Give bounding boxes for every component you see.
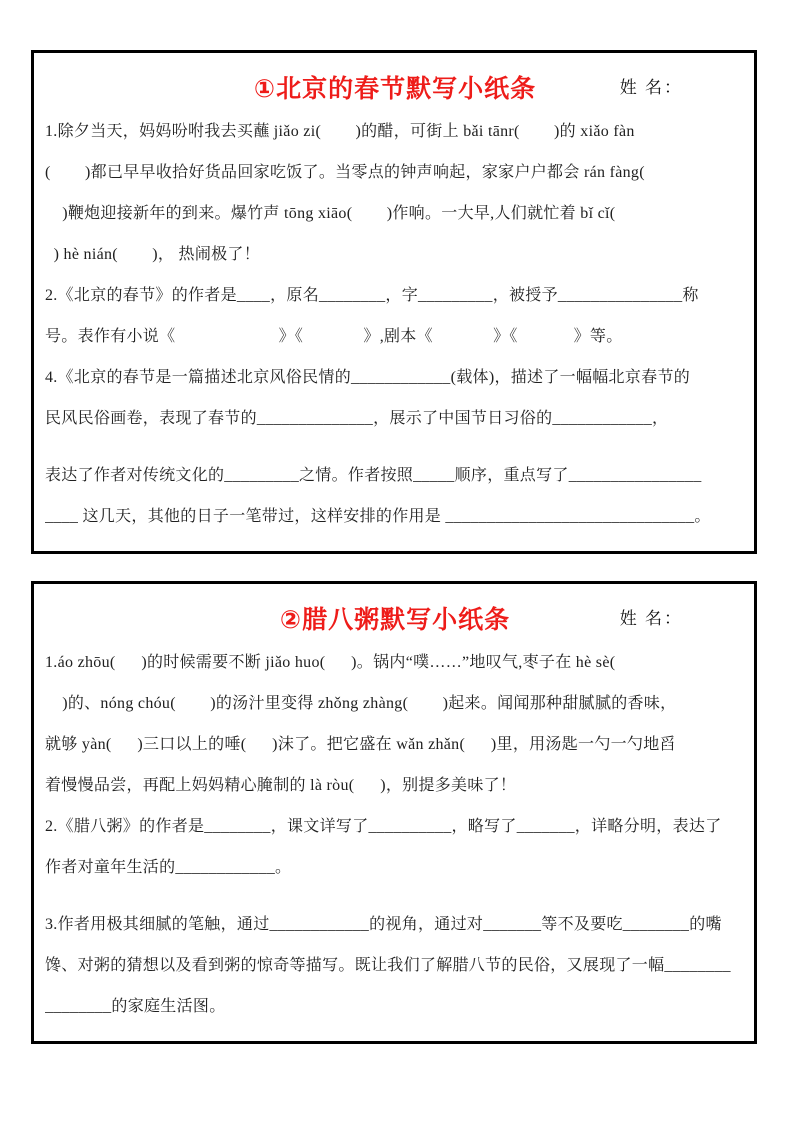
text-line: 1.áo zhōu( )的时候需要不断 jiǎo huo( )。锅内“噗……”地叹气,枣子在 hè sè( bbox=[45, 654, 616, 671]
text-line: ) hè nián( )， 热闹极了！ bbox=[45, 246, 261, 263]
section-title: ②腊八粥默写小纸条 bbox=[279, 605, 511, 634]
text-line: ________的家庭生活图。 bbox=[45, 998, 226, 1015]
section-header bbox=[45, 61, 745, 107]
text-line: ____ 这几天，其他的日子一笔带过，这样安排的作用是 ______________________________。 bbox=[45, 508, 711, 525]
name-field-label: 姓 名： bbox=[619, 78, 683, 97]
text-line: 2.《北京的春节》的作者是____，原名________，字_________，被授予_______________称 bbox=[45, 287, 699, 304]
text-line: 馋、对粥的猜想以及看到粥的惊奇等描写。既让我们了解腊八节的民俗，又展现了一幅________ bbox=[45, 957, 731, 974]
section-card-beijing-spring-festival bbox=[31, 50, 757, 554]
text-line: 表达了作者对传统文化的_________之情。作者按照_____顺序，重点写了________________ bbox=[45, 467, 702, 484]
text-line: )鞭炮迎接新年的到来。爆竹声 tōng xiāo( )作响。一大早,人们就忙着 bǐ cǐ( bbox=[45, 205, 616, 222]
text-line: 作者对童年生活的____________。 bbox=[45, 859, 292, 876]
text-line: 1.除夕当天，妈妈吩咐我去买蘸 jiǎo zi( )的醋，可街上 bǎi tānr( )的 xiǎo fàn bbox=[45, 123, 635, 140]
text-line: 3.作者用极其细腻的笔触，通过____________的视角，通过对_______等不及要吃________的嘴 bbox=[45, 916, 722, 933]
section-title: ①北京的春节默写小纸条 bbox=[253, 74, 537, 103]
text-line: 号。表作有小说《 》《 》,剧本《 》《 》等。 bbox=[45, 328, 623, 345]
text-line: ( )都已早早收拾好货品回家吃饭了。当零点的钟声响起，家家户户都会 rán fàng( bbox=[45, 164, 645, 181]
text-line: 4.《北京的春节是一篇描述北京风俗民情的____________(载体)，描述了一幅幅北京春节的 bbox=[45, 369, 691, 386]
section-body bbox=[45, 111, 745, 537]
text-line: )的、nóng chóu( )的汤汁里变得 zhǒng zhàng( )起来。闻闻那种甜腻腻的香味， bbox=[45, 695, 677, 712]
text-line: 2.《腊八粥》的作者是________，课文详写了__________，略写了_______，详略分明，表达了 bbox=[45, 818, 722, 835]
text-line: 着慢慢品尝，再配上妈妈精心腌制的 là ròu( )，别提多美味了！ bbox=[45, 777, 517, 794]
text-line: 民风民俗画卷，表现了春节的______________，展示了中国节日习俗的____________， bbox=[45, 410, 669, 427]
text-line: 就够 yàn( )三口以上的唾( )沫了。把它盛在 wǎn zhǎn( )里，用汤匙一勺一勺地舀 bbox=[45, 736, 676, 753]
name-field-label: 姓 名： bbox=[619, 609, 683, 628]
section-card-laba-porridge bbox=[31, 581, 757, 1044]
section-body bbox=[45, 642, 745, 1027]
section-header bbox=[45, 592, 745, 638]
